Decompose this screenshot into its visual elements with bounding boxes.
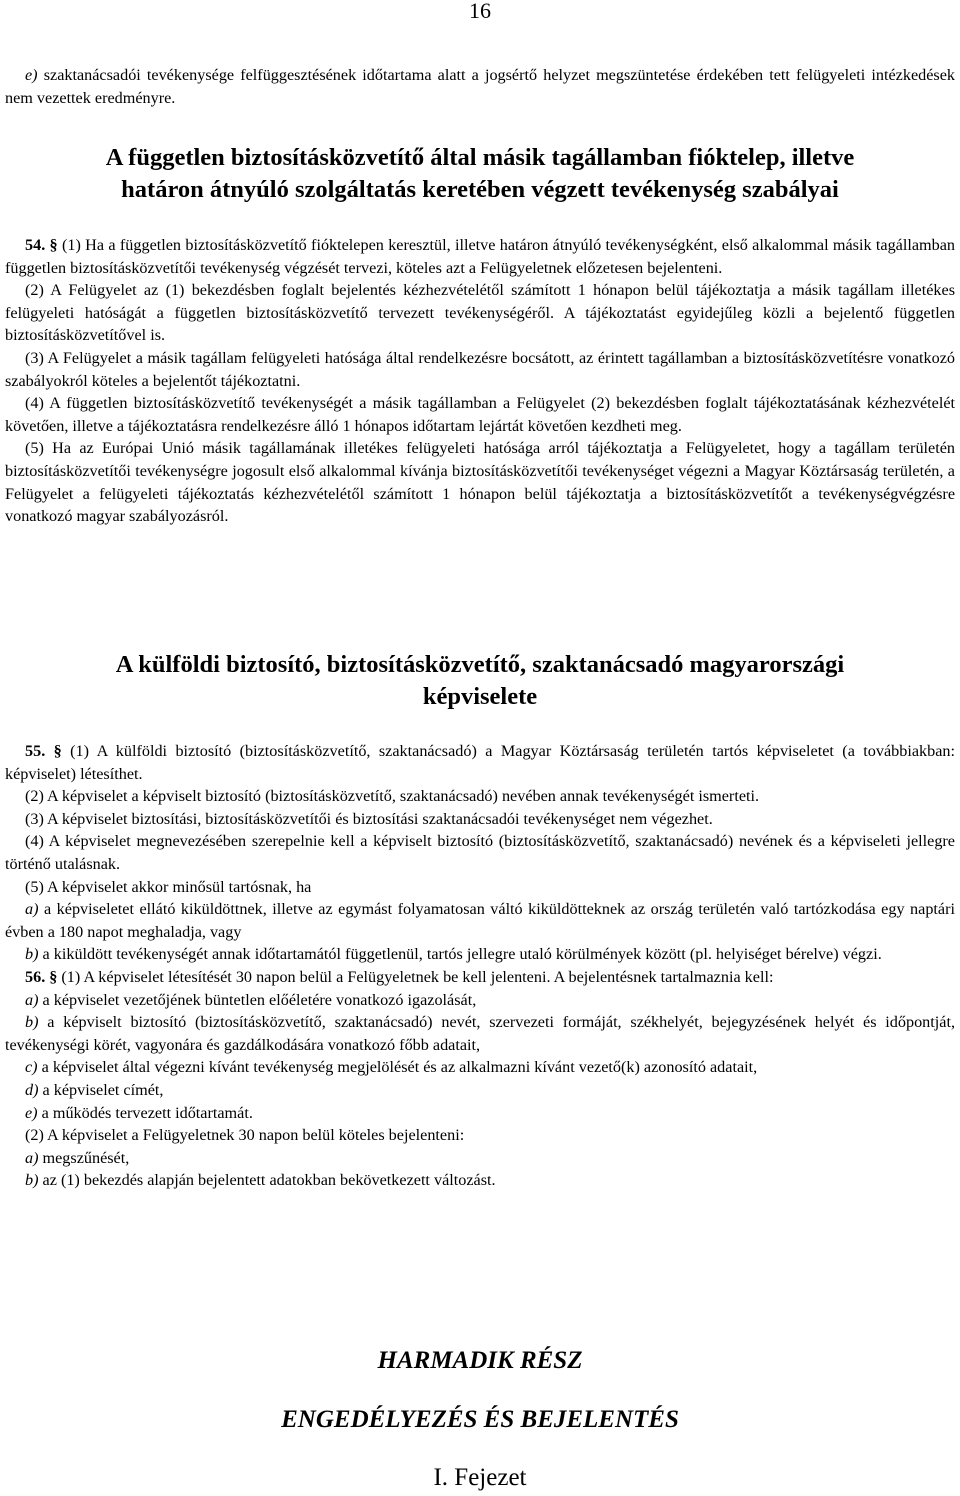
section-55-56 (5, 740, 955, 1192)
heading-line: képviselete (422, 683, 538, 710)
section-56-point-d: d) a képviselet címét, (25, 1080, 164, 1099)
section-55-point-a: a) a képviseletet ellátó kiküldöttnek, illetve az egymást folyamatosan váltó kiküldötteknek az ország területén való tartózkodása egy naptári évben a 180 napot meghaladja, vagy (5, 900, 955, 941)
section-55-point-b: b) a kiküldött tevékenységét annak időtartamától függetlenül, tartós jellegre utaló körülmények között (pl. helyiséget bérelve) végzi. (25, 945, 882, 964)
intro-text: szaktanácsadói tevékenysége felfüggesztésének időtartama alatt a jogsértő helyzet megszüntetése érdekében tett felügyeleti intézkedések nem vezettek eredményre. (5, 66, 955, 107)
section-number: 54. § (25, 236, 58, 254)
section-number: 55. § (25, 742, 62, 760)
section-56-point-c: c) a képviselet által végezni kívánt tevékenység megjelölését és az alkalmazni kívánt vezető(k) azonosító adatait, (25, 1058, 758, 1077)
section-56-point-a2: a) megszűnését, (25, 1148, 130, 1167)
section-54-para-3: (3) A Felügyelet a másik tagállam felügyeleti hatósága által rendelkezésre bocsátott, az érintett tagállamban a biztosításközvetítésre vonatkozó szabályokról köteles a bejelentőt tájékoztatni. (5, 348, 955, 390)
intro-paragraph (5, 64, 955, 109)
section-56-para-2: (2) A képviselet a Felügyeletnek 30 napon belül köteles bejelenteni: (25, 1126, 465, 1145)
section-55-para-1: 55. § (1) A külföldi biztosító (biztosításközvetítő, szaktanácsadó) a Magyar Köztársaság területén tartós képviseletet (a továbbiakban: képviselet) létesíthet. (5, 742, 955, 783)
chapter-title: I. Fejezet (433, 1464, 527, 1491)
section-54-para-1: 54. § (1) Ha a független biztosításközvetítő fióktelepen keresztül, illetve határon átnyúló tevékenységként, első alkalommal másik tagállamban független biztosításközvetítői tevékenység végzését tervezi, köteles azt a Felügyeletnek előzetesen bejelenteni. (5, 236, 955, 277)
section-56-point-e: e) a működés tervezett időtartamát. (25, 1103, 253, 1122)
section-55-para-2: (2) A képviselet a képviselt biztosító (biztosításközvetítő, szaktanácsadó) nevében annak tevékenységét ismerteti. (25, 787, 760, 806)
section-55-para-3: (3) A képviselet biztosítási, biztosításközvetítői és biztosítási szaktanácsadói tevékenységet nem végezhet. (25, 809, 713, 828)
part-title: HARMADIK RÉSZ (377, 1347, 583, 1374)
section-54-para-5: (5) Ha az Európai Unió másik tagállamának illetékes felügyeleti hatósága arról tájékoztatja a Felügyeletet, hogy a tagállam területén biztosításközvetítői tevékenységre jogosult első alkalommal kívánja biztosításközvetítői tevékenységet végezni a Magyar Köztársaság területén, a Felügyelet a felügyeleti tájékoztatás kézhezvételétől számított 1 hónapon belül tájékoztatja a biztosításközvetítőt a tevékenységvégzésre vonatkozó magyar szabályozásról. (5, 439, 955, 526)
section-heading-branch (5, 142, 955, 206)
heading-line: A független biztosításközvetítő által másik tagállamban fióktelep, illetve (105, 144, 855, 171)
heading-line: határon átnyúló szolgáltatás keretében végzett tevékenység szabályai (121, 176, 839, 203)
section-56-point-a: a) a képviselet vezetőjének büntetlen előéletére vonatkozó igazolását, (25, 990, 477, 1009)
heading-line: A külföldi biztosító, biztosításközvetítő, szaktanácsadó magyarországi (115, 651, 845, 678)
section-56-point-b: b) a képviselt biztosító (biztosításközvetítő, szaktanácsadó) nevét, szervezeti formáját, székhelyét, bejegyzésének helyét és időpontját, tevékenységi körét, vagyonára és gazdálkodására vonatkozó főbb adatait, (5, 1013, 955, 1054)
section-55-para-4: (4) A képviselet megnevezésében szerepelnie kell a képviselt biztosító (biztosításközvetítő, szaktanácsadó) nevének és a képviseleti jellegre történő utalásnak. (5, 832, 955, 873)
section-54-para-2: (2) A Felügyelet az (1) bekezdésben foglalt bejelentés kézhezvételétől számított 1 hónapon belül tájékoztatja a másik tagállam illetékes felügyeleti hatóságát a független biztosításközvetítő tervezett tevékenységéről. A tájékoztatást egyidejűleg közli a bejelentő független biztosításközvetítővel is. (5, 281, 955, 345)
page-number: 16 (469, 0, 491, 23)
section-56-point-b2: b) az (1) bekezdés alapján bejelentett adatokban bekövetkezett változást. (25, 1171, 496, 1190)
section-54 (5, 234, 955, 528)
section-55-para-5: (5) A képviselet akkor minősül tartósnak, ha (25, 877, 312, 896)
part-subtitle: ENGEDÉLYEZÉS ÉS BEJELENTÉS (281, 1406, 679, 1433)
intro-block (5, 64, 955, 109)
section-heading-representation (5, 649, 955, 713)
intro-label: e) (25, 66, 38, 84)
section-number: 56. § (25, 967, 58, 986)
section-54-para-4: (4) A független biztosításközvetítő tevékenységét a másik tagállamban a Felügyelet (2) bekezdésben foglalt tájékoztatásának kézhezvételét követően, illetve a tájékoztatásra rendelkezésre álló 1 hónapos időtartam lejártát követően kezdheti meg. (5, 394, 955, 435)
section-56-para-1: 56. § (1) A képviselet létesítését 30 napon belül a Felügyeletnek be kell jelenteni. A bejelentésnek tartalmaznia kell: (25, 967, 774, 986)
